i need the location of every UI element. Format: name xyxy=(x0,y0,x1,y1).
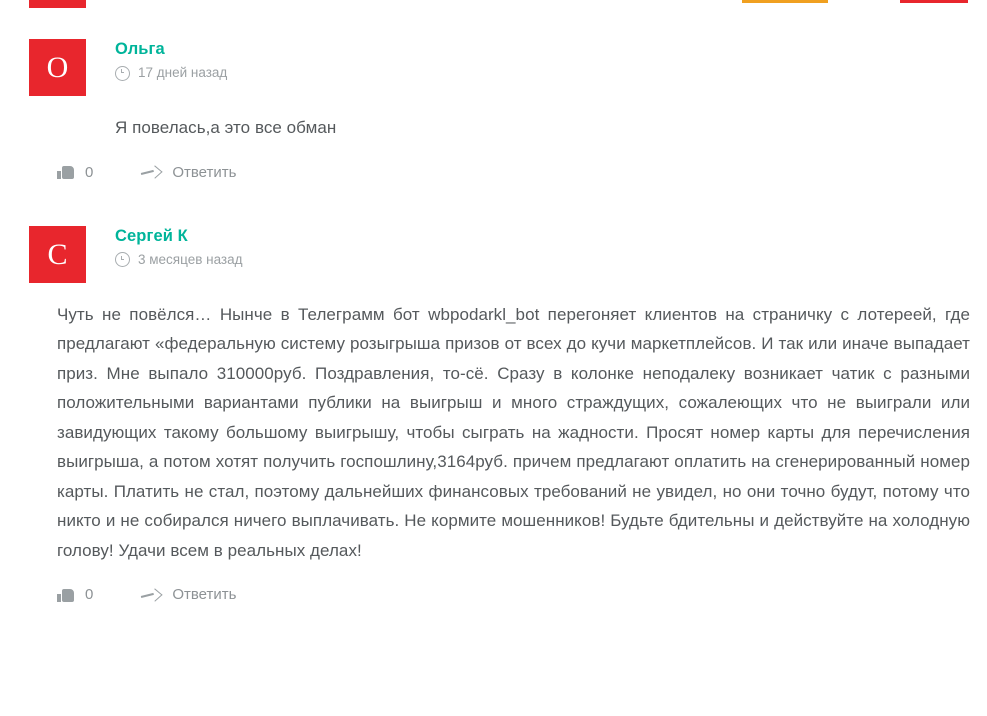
spacer-line xyxy=(86,2,266,5)
comment-author[interactable]: Сергей К xyxy=(115,226,188,245)
comment-text: Я повелась,а это все обман xyxy=(115,118,337,137)
cut-off-previous-comment xyxy=(0,0,987,8)
comment-author[interactable]: Ольга xyxy=(115,40,165,58)
reply-label: Ответить xyxy=(172,163,237,181)
comment-item xyxy=(29,181,970,604)
thumbs-up-icon xyxy=(57,164,74,180)
comment-actions xyxy=(57,586,958,603)
reply-button[interactable] xyxy=(141,586,236,603)
comment-actions xyxy=(57,164,958,181)
comment-timestamp: 17 дней назад xyxy=(138,65,228,80)
avatar: С xyxy=(29,226,86,283)
reply-arrow-icon xyxy=(141,588,160,602)
comment-text: Чуть не повёлся… Нынче в Телеграмм бот wbpodarkl_bot перегоняет клиентов на страничку с лотереей, где предлагают «федеральную систему розыгрыша призов от всех до кучи маркетплейсов. И так или иначе выпадает приз. Мне выпало 310000руб. Поздравления, то-сё. Сразу в колонке неподалеку возникает чатик с разными положительными вариантами публики на выигрыш и много страждущих, сожалеющих что не выиграли или завидующих такому большому выигрышу, чтобы сыграть на жадности. Просят номер карты для перечисления выигрыша, а потом хотят получить госпошлину,3164руб. причем предлагают оплатить на сгенерированный номер карты. Платить не стал, поэтому дальнейших финансовых требований не увидел, но они точно будут, потому что никто и не собирался ничего выплачивать. Не кормите мошенников! Будьте бдительны и действуйте на холодную голову! Удачи всем в реальных делах! xyxy=(57,304,970,560)
reply-arrow-icon xyxy=(141,165,160,179)
clock-icon xyxy=(115,66,130,81)
thumbs-up-icon xyxy=(57,587,74,603)
badge-partial-orange xyxy=(742,0,828,3)
comments-list xyxy=(0,8,987,603)
reply-button[interactable] xyxy=(141,164,236,181)
avatar: О xyxy=(29,39,86,96)
comment-meta xyxy=(115,252,958,268)
like-button[interactable] xyxy=(57,586,93,603)
clock-icon xyxy=(115,252,130,267)
avatar-partial xyxy=(29,0,86,8)
reply-label: Ответить xyxy=(172,586,237,603)
comment-timestamp: 3 месяцев назад xyxy=(138,251,243,267)
comment-meta xyxy=(115,65,958,81)
like-count: 0 xyxy=(85,163,94,181)
like-button[interactable] xyxy=(57,164,93,181)
like-count: 0 xyxy=(85,586,94,603)
spacer-left xyxy=(0,0,29,4)
badge-partial-red xyxy=(900,0,968,3)
comment-item xyxy=(29,8,958,181)
